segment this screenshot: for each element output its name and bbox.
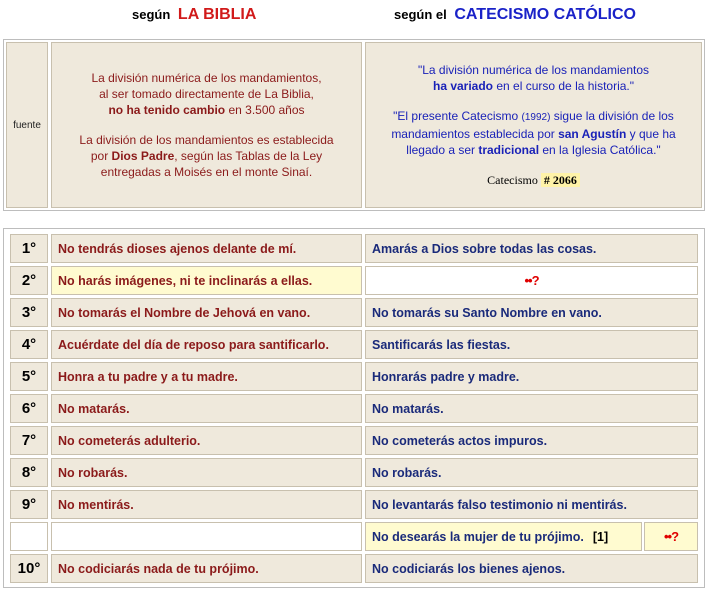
biblia-commandment: Acuérdate del día de reposo para santificarlo. [51,330,362,359]
red-dots-question-icon: ••? [524,273,539,288]
biblia-commandment: No cometerás adulterio. [51,426,362,455]
citation-number: # 2066 [541,173,580,187]
commandments-table [3,228,705,588]
commandment-row-extra [4,520,704,552]
commandment-number: 3° [10,298,48,327]
catecismo-commandment: Amarás a Dios sobre todas las cosas. [365,234,698,263]
catecismo-commandment: No matarás. [365,394,698,423]
comparison-header [0,0,728,32]
catecismo-commandment: No cometerás actos impuros. [365,426,698,455]
commandment-row-10 [4,552,704,584]
biblia-source-text: La división numérica de los mandamientos, al ser tomado directamente de La Biblia, no ha tenido cambio en 3.500 años La división de los mandamientos es establecida por Dios Padre, según las Tablas de la Ley entregadas a Moisés en el monte Sinaí. [51,42,362,208]
commandment-number: 8° [10,458,48,487]
biblia-commandment: No tomarás el Nombre de Jehová en vano. [51,298,362,327]
biblia-commandment: Honra a tu padre y a tu madre. [51,362,362,391]
commandment-number: 5° [10,362,48,391]
catecismo-commandment: No robarás. [365,458,698,487]
catecismo-title: CATECISMO CATÓLICO [454,6,636,23]
biblia-commandment: No mentirás. [51,490,362,519]
catecismo-source-text: "La división numérica de los mandamientos ha variado en el curso de la historia." "El presente Catecismo (1992) sigue la división de los mandamientos establecida por san Agustín y que ha llegado a ser tradicional en la Iglesia Católica." Catecismo # 2066 [365,42,702,208]
biblia-commandment: No codiciarás nada de tu prójimo. [51,554,362,583]
catecismo-commandment: Honrarás padre y madre. [365,362,698,391]
footnote-link[interactable]: [1] [592,529,609,544]
extra-mark-cell [644,522,698,551]
commandment-row-3 [4,296,704,328]
commandment-row-6 [4,392,704,424]
commandment-row-2 [4,264,704,296]
biblia-commandment: No matarás. [51,394,362,423]
catecismo-commandment: No codiciarás los bienes ajenos. [365,554,698,583]
red-dots-question-icon: ••? [663,529,679,544]
commandment-number: 4° [10,330,48,359]
biblia-commandment: No harás imágenes, ni te inclinarás a ellas. [51,266,362,295]
catecismo-commandment: No tomarás su Santo Nombre en vano. [365,298,698,327]
commandment-number: 2° [10,266,48,295]
biblia-commandment-empty [51,522,362,551]
commandment-number-empty [10,522,48,551]
commandment-row-5 [4,360,704,392]
commandment-number: 6° [10,394,48,423]
source-label: fuente [6,42,48,208]
biblia-commandment: No tendrás dioses ajenos delante de mí. [51,234,362,263]
catecismo-citation: Catecismo # 2066 [366,172,701,188]
catecismo-commandment-missing [365,266,698,295]
commandment-row-7 [4,424,704,456]
catecismo-header: según el CATECISMO CATÓLICO [394,6,636,23]
commandment-row-4 [4,328,704,360]
commandment-row-8 [4,456,704,488]
source-table [3,39,705,211]
commandment-number: 9° [10,490,48,519]
commandment-row-1 [4,232,704,264]
biblia-commandment: No robarás. [51,458,362,487]
catecismo-commandment: No desearás la mujer de tu prójimo. [1] [365,522,642,551]
commandment-number: 7° [10,426,48,455]
catecismo-commandment: No levantarás falso testimonio ni mentirás. [365,490,698,519]
biblia-header: según LA BIBLIA [132,6,257,23]
catecismo-commandment: Santificarás las fiestas. [365,330,698,359]
commandment-row-9 [4,488,704,520]
commandment-number: 10° [10,554,48,583]
biblia-title: LA BIBLIA [177,6,257,23]
commandment-number: 1° [10,234,48,263]
